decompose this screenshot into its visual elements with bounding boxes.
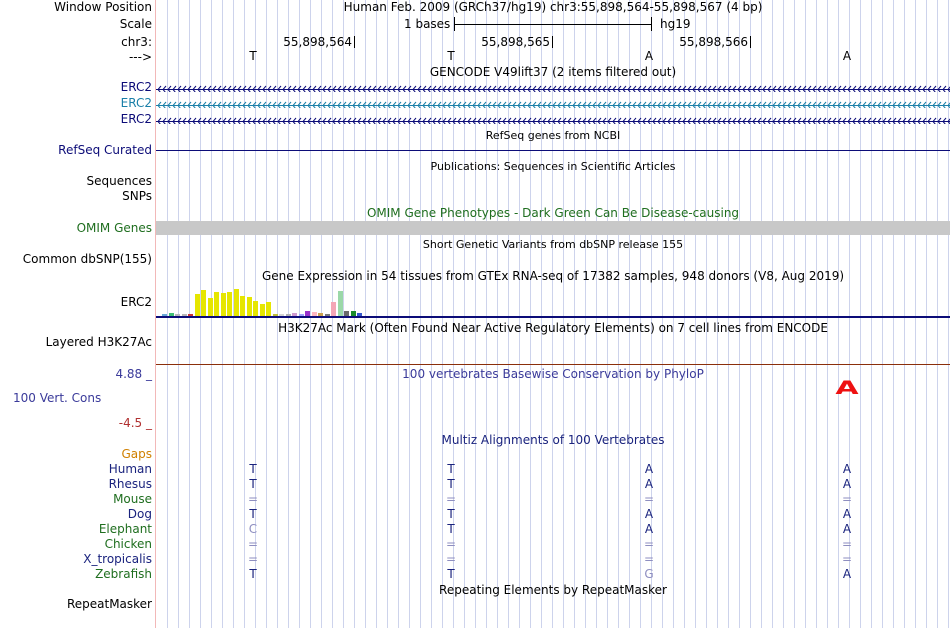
aligned-base: C	[248, 522, 258, 536]
aligned-base: =	[841, 537, 853, 551]
pubs-title[interactable]: Publications: Sequences in Scientific Articles	[430, 160, 676, 173]
multiz-title[interactable]: Multiz Alignments of 100 Vertebrates	[441, 433, 665, 447]
pubs-sequences-label[interactable]: Sequences	[86, 174, 152, 188]
h3k27-signal-line[interactable]	[156, 364, 950, 365]
aligned-base: =	[445, 492, 457, 506]
h3k27-title[interactable]: H3K27Ac Mark (Often Found Near Active Regulatory Elements) on 7 cell lines from ENCODE	[278, 321, 828, 335]
chrom-label: chr3:	[121, 35, 152, 49]
phylop-base-letter[interactable]: A	[835, 377, 859, 399]
aligned-base: A	[644, 477, 654, 491]
ruler-tick	[552, 36, 553, 48]
scale-bar	[454, 24, 652, 25]
aligned-base: =	[643, 492, 655, 506]
gencode-item-3-track[interactable]	[156, 115, 950, 124]
gencode-item-1-label[interactable]: ERC2	[120, 80, 152, 94]
species-label-rhesus[interactable]: Rhesus	[108, 477, 152, 491]
species-label-chicken[interactable]: Chicken	[104, 537, 152, 551]
species-label-mouse[interactable]: Mouse	[113, 492, 152, 506]
aligned-base: =	[643, 537, 655, 551]
phylop-title[interactable]: 100 vertebrates Basewise Conservation by PhyloP	[402, 367, 704, 381]
aligned-base: A	[842, 522, 852, 536]
window-position-value: Human Feb. 2009 (GRCh37/hg19) chr3:55,898,564-55,898,567 (4 bp)	[343, 0, 763, 14]
gencode-title[interactable]: GENCODE V49lift37 (2 items filtered out)	[429, 65, 677, 79]
reference-base: A	[842, 49, 852, 63]
refseq-title[interactable]: RefSeq genes from NCBI	[485, 129, 621, 142]
aligned-base: =	[247, 537, 259, 551]
aligned-base: =	[643, 552, 655, 566]
scale-bar-right-tick	[651, 17, 652, 31]
window-position-label: Window Position	[54, 0, 152, 14]
aligned-base: =	[247, 492, 259, 506]
species-label-x_tropicalis[interactable]: X_tropicalis	[83, 552, 152, 566]
gtex-bars[interactable]	[156, 284, 950, 316]
ruler-tick	[750, 36, 751, 48]
phylop-label[interactable]: 100 Vert. Cons	[13, 391, 102, 405]
refseq-gene-line[interactable]	[156, 150, 950, 151]
species-label-dog[interactable]: Dog	[127, 507, 152, 521]
phylop-max-label: 4.88 _	[115, 367, 152, 381]
aligned-base: A	[842, 477, 852, 491]
reference-base: T	[447, 49, 455, 63]
aligned-base: T	[249, 477, 257, 491]
omim-label[interactable]: OMIM Genes	[76, 221, 152, 235]
aligned-base: T	[447, 522, 455, 536]
scale-bar-left-tick	[454, 17, 455, 31]
repeat-title[interactable]: Repeating Elements by RepeatMasker	[439, 583, 667, 597]
gtex-tissue-bar[interactable]	[234, 289, 239, 316]
omim-phenotype-bar[interactable]	[156, 221, 950, 235]
aligned-base: A	[842, 507, 852, 521]
gtex-tissue-bar[interactable]	[221, 293, 226, 316]
gencode-item-2-arrows	[156, 101, 950, 108]
ruler-coord: 55,898,566	[679, 35, 748, 49]
species-label-elephant[interactable]: Elephant	[98, 522, 152, 536]
scale-bases: 1 bases	[404, 17, 451, 31]
gtex-tissue-bar[interactable]	[247, 297, 252, 316]
ruler-coord: 55,898,565	[481, 35, 550, 49]
reference-base: A	[644, 49, 654, 63]
h3k27-label[interactable]: Layered H3K27Ac	[45, 335, 152, 349]
gtex-tissue-bar[interactable]	[338, 291, 343, 316]
aligned-base: =	[841, 552, 853, 566]
aligned-base: =	[445, 537, 457, 551]
aligned-base: T	[249, 462, 257, 476]
aligned-base: T	[447, 567, 455, 581]
aligned-base: A	[644, 522, 654, 536]
gtex-tissue-bar[interactable]	[253, 301, 258, 316]
dbsnp-label[interactable]: Common dbSNP(155)	[22, 252, 152, 266]
gtex-tissue-bar[interactable]	[266, 302, 271, 316]
refseq-label[interactable]: RefSeq Curated	[58, 143, 152, 157]
gtex-gene-line[interactable]	[156, 316, 950, 318]
aligned-base: T	[249, 567, 257, 581]
aligned-base: T	[249, 507, 257, 521]
omim-title[interactable]: OMIM Gene Phenotypes - Dark Green Can Be Disease-causing	[366, 206, 740, 220]
gtex-tissue-bar[interactable]	[331, 302, 336, 316]
gencode-item-3-label[interactable]: ERC2	[120, 112, 152, 126]
gencode-item-2-track[interactable]	[156, 99, 950, 108]
repeat-label[interactable]: RepeatMasker	[66, 597, 152, 611]
aligned-base: T	[447, 477, 455, 491]
strand-label: --->	[128, 50, 152, 64]
gencode-item-3-arrows	[156, 117, 950, 124]
gtex-tissue-bar[interactable]	[240, 296, 245, 316]
gencode-item-1-track[interactable]	[156, 83, 950, 92]
aligned-base: =	[247, 552, 259, 566]
scale-assembly: hg19	[660, 17, 691, 31]
ruler-coord: 55,898,564	[283, 35, 352, 49]
aligned-base: T	[447, 462, 455, 476]
aligned-base: =	[841, 492, 853, 506]
species-label-zebrafish[interactable]: Zebrafish	[95, 567, 152, 581]
gtex-tissue-bar[interactable]	[214, 292, 219, 316]
aligned-base: A	[644, 507, 654, 521]
gencode-item-2-label[interactable]: ERC2	[120, 96, 152, 110]
gtex-tissue-bar[interactable]	[260, 304, 265, 316]
species-label-human[interactable]: Human	[108, 462, 152, 476]
aligned-base: T	[447, 507, 455, 521]
phylop-min-label: -4.5 _	[118, 416, 152, 430]
aligned-base: A	[842, 567, 852, 581]
aligned-base: A	[842, 462, 852, 476]
gtex-label[interactable]: ERC2	[120, 295, 152, 309]
ruler-tick	[354, 36, 355, 48]
gtex-title[interactable]: Gene Expression in 54 tissues from GTEx RNA-seq of 17382 samples, 948 donors (V8, Aug 2019)	[261, 269, 845, 283]
gtex-tissue-bar[interactable]	[208, 298, 213, 316]
dbsnp-title[interactable]: Short Genetic Variants from dbSNP release 155	[422, 238, 684, 251]
gtex-tissue-bar[interactable]	[201, 290, 206, 316]
aligned-base: G	[644, 567, 654, 581]
gtex-tissue-bar[interactable]	[195, 294, 200, 316]
scale-label: Scale	[119, 17, 152, 31]
aligned-base: A	[644, 462, 654, 476]
aligned-base: =	[445, 552, 457, 566]
gencode-item-1-arrows	[156, 85, 950, 92]
reference-base: T	[249, 49, 257, 63]
pubs-snps-label[interactable]: SNPs	[122, 189, 152, 203]
gaps-label[interactable]: Gaps	[121, 447, 152, 461]
gtex-tissue-bar[interactable]	[227, 292, 232, 316]
